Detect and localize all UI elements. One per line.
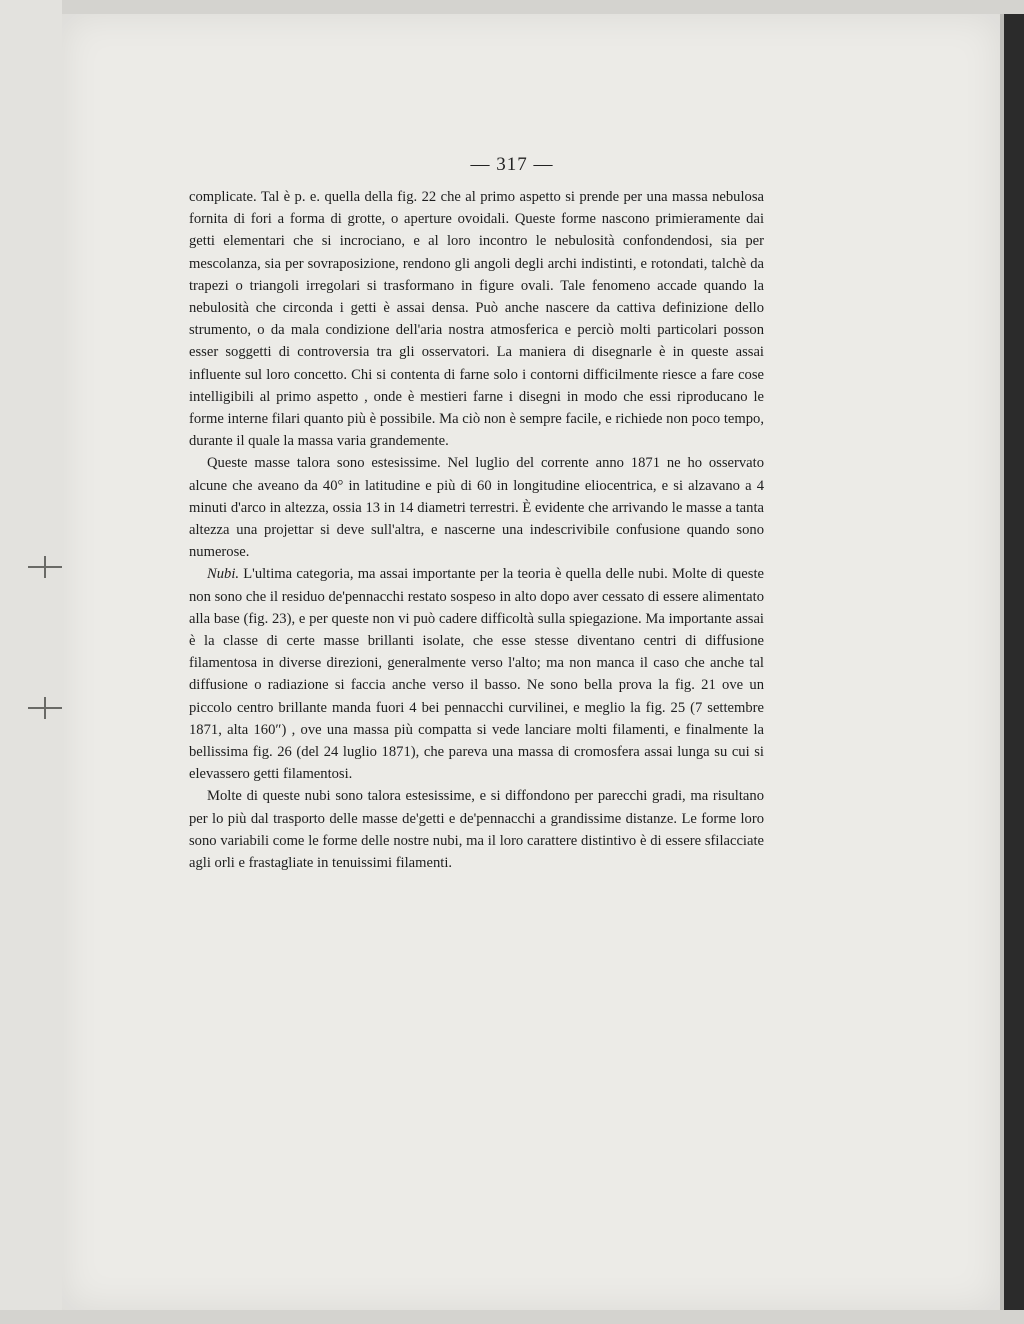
registration-mark-upper-vertical bbox=[44, 556, 46, 578]
page-right-edge bbox=[1000, 14, 1004, 1310]
paragraph-3 bbox=[189, 563, 764, 785]
scan-left-margin bbox=[0, 0, 62, 1324]
paragraph-3-text: L'ultima categoria, ma assai importante per la teoria è quella delle nubi. Molte di queste non sono che il residuo de'pennacchi restato sospeso in alto dopo aver cessato di essere alimentato alla base (fig. 23), e per queste non vi può cadere difficoltà sulla spiegazione. Ma importante assai è la classe di certe masse brillanti isolate, che esse stesse diventano centri di diffusione filamentosa in diverse direzioni, generalmente verso l'alto; ma non manca il caso che anche tal diffusione o radiazione si faccia anche verso il basso. Ne sono bella prova la fig. 21 ove un piccolo centro brillante manda fuori 4 bei pennacchi curvilinei, e meglio la fig. 25 (7 settembre 1871, alta 160″) , ove una massa più compatta si vede lanciare molti filamenti, e finalmente la bellissima fig. 26 (del 24 luglio 1871), che pareva una massa di cromosfera assai lunga su cui si elevassero getti filamentosi. bbox=[189, 566, 764, 783]
scan-bottom-margin bbox=[0, 1310, 1024, 1324]
body-text bbox=[189, 186, 764, 874]
scan-top-margin bbox=[0, 0, 1024, 14]
paragraph-1 bbox=[189, 186, 764, 452]
paragraph-2-text: Queste masse talora sono estesissime. Nel luglio del corrente anno 1871 ne ho osservato alcune che aveano da 40° in latitudine e più di 60 in longitudine eliocentrica, e si alzavano a 4 minuti d'arco in altezza, ossia 13 in 14 diametri terrestri. È evidente che arrivando le masse a tanta altezza una projettar si deve sull'altra, e nascerne una indescrivibile confusione quando sono numerose. bbox=[189, 455, 764, 561]
paragraph-1-text: complicate. Tal è p. e. quella della fig. 22 che al primo aspetto si prende per una massa nebulosa fornita di fori a forma di grotte, o aperture ovoidali. Queste forme nascono primieramente dai getti elementari che si incrociano, e al loro incontro le nebulosità confondendosi, sia per mescolanza, sia per sovraposizione, rendono gli angoli degli archi indistinti, e rotondati, talchè da trapezi o triangoli irregolari si trasformano in figure ovali. Tale fenomeno accade quando la nebulosità che circonda i getti è assai densa. Può anche nascere da cattiva definizione dello strumento, o da mala condizione dell'aria nostra atmosferica e perciò molti particolari posson esser soggetti di controversia tra gli osservatori. La maniera di disegnarle è in queste assai influente sul loro concetto. Chi si contenta di farne solo i contorni difficilmente riesce a fare cose intelligibili al primo aspetto , onde è mestieri farne i disegni in modo che essi riproducano le forme interne filari quanto più è possibile. Ma ciò non è sempre facile, e richiede non poco tempo, durante il quale la massa varia grandemente. bbox=[189, 189, 764, 450]
paragraph-4-text: Molte di queste nubi sono talora estesissime, e si diffondono per parecchi gradi, ma risultano per lo più dal trasporto delle masse de'getti e de'pennacchi a grandissime distanze. Le forme loro sono variabili come le forme delle nostre nubi, ma il loro carattere distintivo è di essere sfilacciate agli orli e frastagliate in tenuissimi filamenti. bbox=[189, 788, 764, 872]
section-lead-nubi: Nubi. bbox=[207, 566, 240, 583]
page-number: — 317 — bbox=[470, 154, 554, 175]
paragraph-2 bbox=[189, 452, 764, 563]
registration-mark-lower-vertical bbox=[44, 697, 46, 719]
paragraph-4 bbox=[189, 785, 764, 874]
